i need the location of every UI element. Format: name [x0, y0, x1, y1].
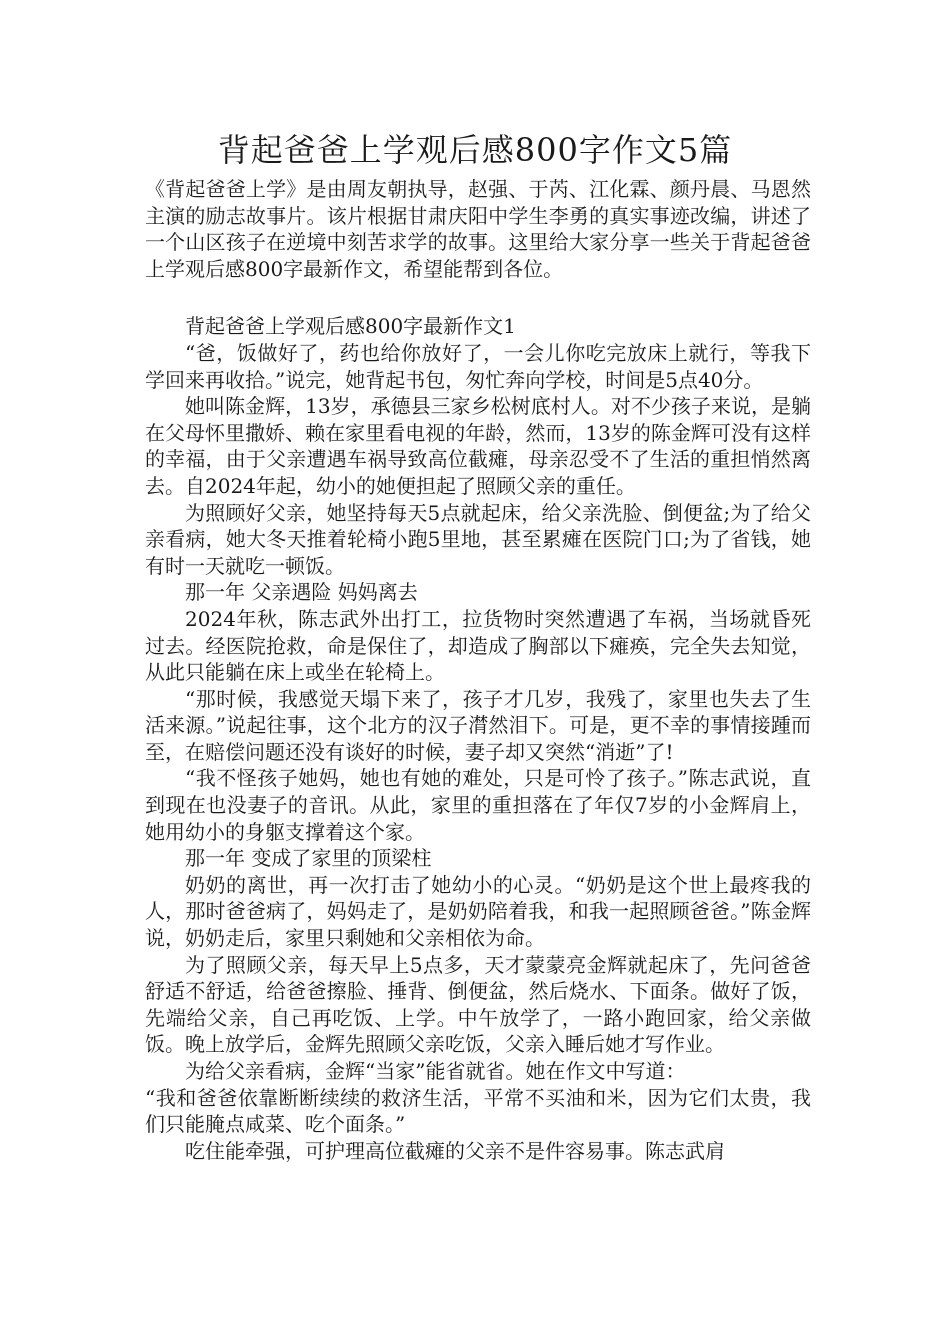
document-body: [145, 176, 811, 1164]
subheading: 那一年 变成了家里的顶梁柱: [185, 846, 432, 871]
paragraph: “那时候，我感觉天塌下来了，孩子才几岁，我残了，家里也失去了生活来源。”说起往事，这个北方的汉子潸然泪下。可是，更不幸的事情接踵而至，在赔偿问题还没有谈好的时候，妻子却又突然“消逝”了!: [145, 686, 811, 764]
paragraph: 2024年秋，陈志武外出打工，拉货物时突然遭遇了车祸，当场就昏死过去。经医院抢救，命是保住了，却造成了胸部以下瘫痪，完全失去知觉，从此只能躺在床上或坐在轮椅上。: [145, 606, 811, 685]
paragraph: 奶奶的离世，再一次打击了她幼小的心灵。“奶奶是这个世上最疼我的人，那时爸爸病了，妈妈走了，是奶奶陪着我，和我一起照顾爸爸。”陈金辉说，奶奶走后，家里只剩她和父亲相依为命。: [145, 872, 811, 951]
section-heading-essay-1: 背起爸爸上学观后感800字最新作文1: [185, 314, 516, 339]
document-title: 背起爸爸上学观后感800字作文5篇: [217, 131, 733, 169]
paragraph: 她叫陈金辉，13岁，承德县三家乡松树底村人。对不少孩子来说，是躺在父母怀里撒娇、赖在家里看电视的年龄，然而，13岁的陈金辉可没有这样的幸福，由于父亲遭遇车祸导致高位截瘫，母亲忍受不了生活的重担悄然离去。自2024年起，幼小的她便担起了照顾父亲的重任。: [145, 394, 811, 498]
paragraph: 为了照顾父亲，每天早上5点多，天才蒙蒙亮金辉就起床了，先问爸爸舒适不舒适，给爸爸擦脸、捶背、倒便盆，然后烧水、下面条。做好了饭，先端给父亲，自己再吃饭、上学。中午放学了，一路小跑回家，给父亲做饭。晚上放学后，金辉先照顾父亲吃饭，父亲入睡后她才写作业。: [145, 952, 811, 1057]
paragraph: “我不怪孩子她妈，她也有她的难处，只是可怜了孩子。”陈志武说，直到现在也没妻子的音讯。从此，家里的重担落在了年仅7岁的小金辉肩上，她用幼小的身躯支撑着这个家。: [145, 766, 811, 844]
quote-paragraph: “我和爸爸依靠断断续续的救济生活，平常不买油和米，因为它们太贵，我们只能腌点咸菜、吃个面条。”: [145, 1085, 811, 1137]
paragraph: 吃住能牵强，可护理高位截瘫的父亲不是件容易事。陈志武肩: [185, 1138, 725, 1163]
subheading: 那一年 父亲遇险 妈妈离去: [185, 580, 418, 605]
intro-paragraph: 《背起爸爸上学》是由周友朝执导，赵强、于芮、江化霖、颜丹晨、马恩然主演的励志故事片。该片根据甘肃庆阳中学生李勇的真实事迹改编，讲述了一个山区孩子在逆境中刻苦求学的故事。这里给大家分享一些关于背起爸爸上学观后感800字最新作文，希望能帮到各位。: [145, 177, 811, 281]
paragraph: 为给父亲看病，金辉“当家”能省就省。她在作文中写道：: [185, 1059, 686, 1083]
paragraph: 为照顾好父亲，她坚持每天5点就起床，给父亲洗脸、倒便盆;为了给父亲看病，她大冬天推着轮椅小跑5里地，甚至累瘫在医院门口;为了省钱，她有时一天就吃一顿饭。: [145, 500, 811, 578]
paragraph: “爸，饭做好了，药也给你放好了，一会儿你吃完放床上就行，等我下学回来再收拾。”说完，她背起书包，匆忙奔向学校，时间是5点40分。: [145, 340, 811, 392]
